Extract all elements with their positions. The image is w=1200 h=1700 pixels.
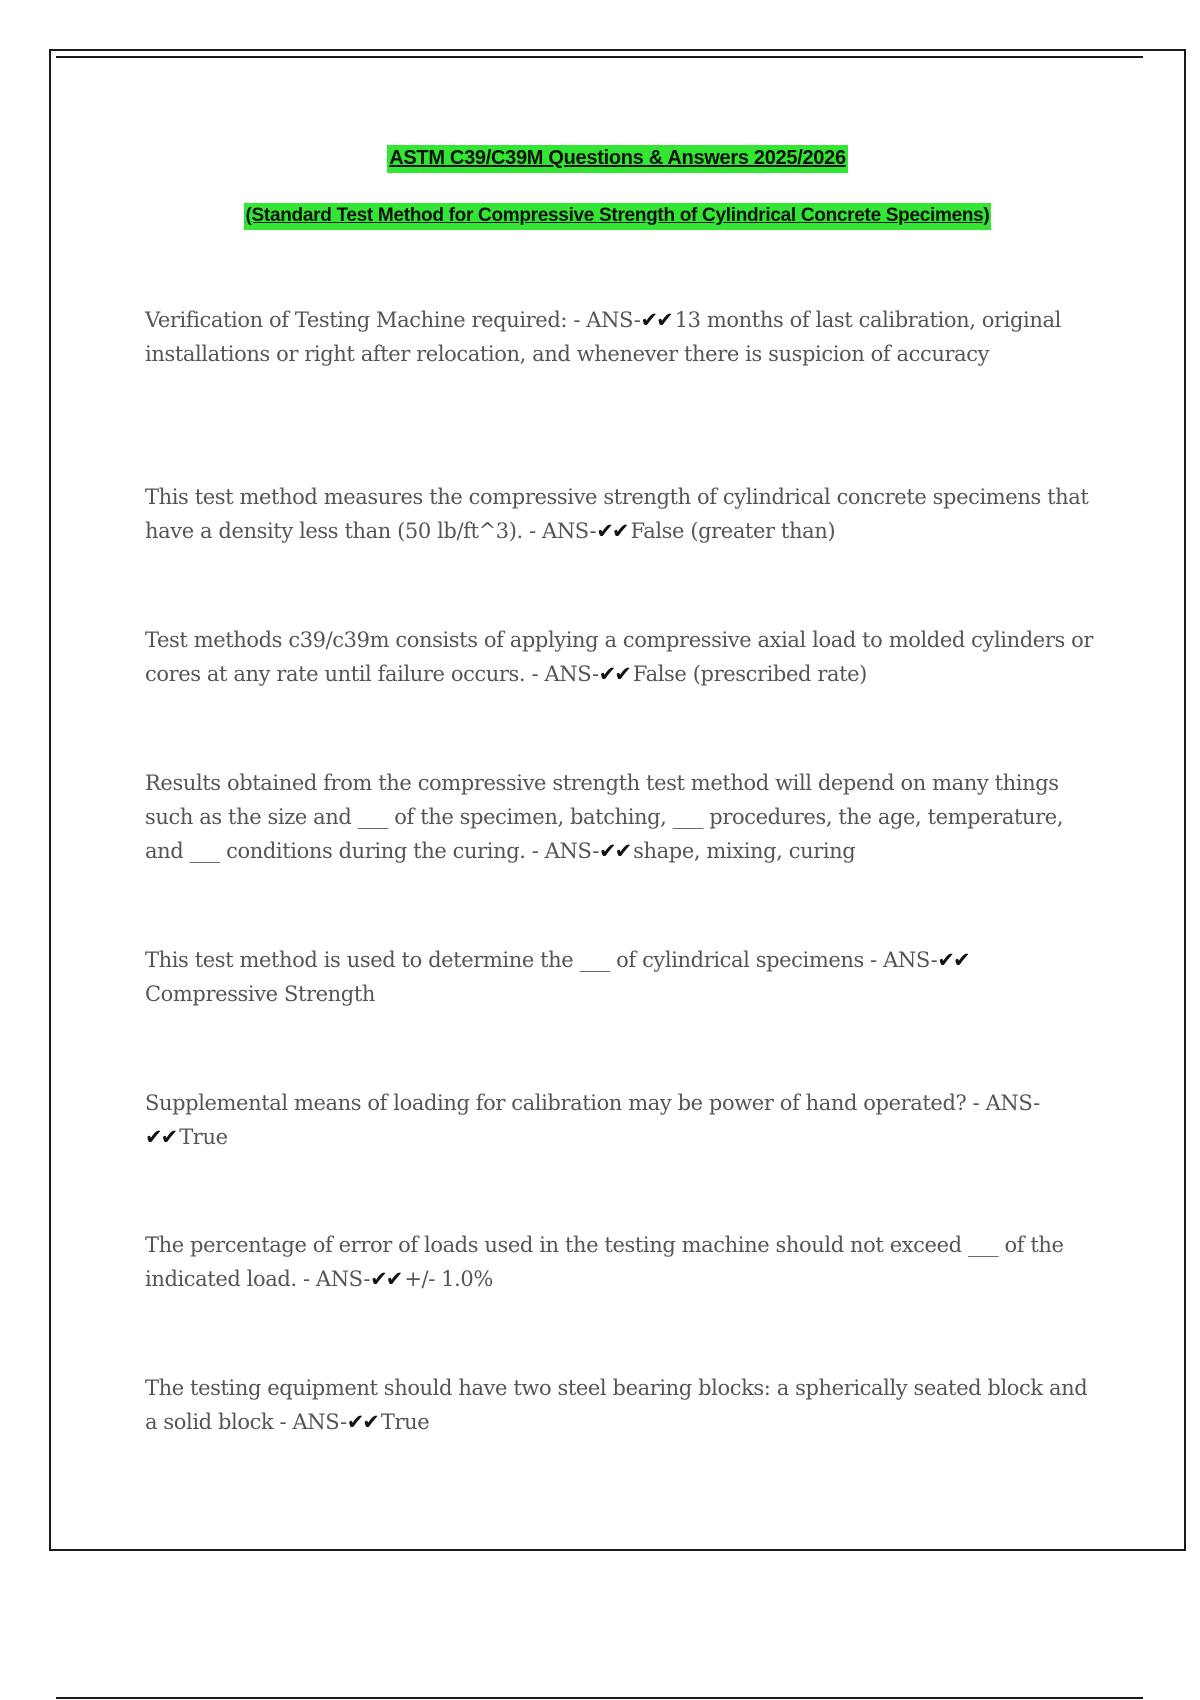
answer-text: 13 months of last calibration, original installations or right after relocation, and whenever there is suspicion of accuracy [145,308,1061,366]
document-title: ASTM C39/C39M Questions & Answers 2025/2026 [387,145,848,173]
question-text: Supplemental means of loading for calibration may be power of hand operated? [145,1091,973,1115]
qa-item-7 [145,1228,1095,1296]
answer-prefix: - ANS- [302,1267,371,1291]
checkmark-icon: ✔✔ [598,662,630,686]
answer-prefix: - ANS- [972,1091,1040,1115]
answer-prefix: - ANS- [531,662,599,686]
answer-text: +/- 1.0% [404,1267,493,1291]
answer-text: shape, mixing, curing [633,839,856,863]
checkmark-icon: ✔✔ [145,1125,177,1149]
qa-item-1 [145,303,1095,371]
checkmark-icon: ✔✔ [937,948,969,972]
qa-item-6 [145,1086,1095,1154]
question-text: Results obtained from the compressive strength test method will depend on many things such as the size and ___ of the specimen, batching, ___ procedures, the age, temperature, and ___ conditions during the curing. [145,771,1064,863]
question-text: Verification of Testing Machine required: [145,308,574,332]
question-text: This test method is used to determine the ___ of cylindrical specimens [145,948,871,972]
answer-text: False (greater than) [630,519,836,543]
question-text: The testing equipment should have two steel bearing blocks: a spherically seated block and a solid block [145,1376,1088,1434]
question-text: The percentage of error of loads used in the testing machine should not exceed ___ of the indicated load. [145,1233,1064,1291]
answer-prefix: - ANS- [573,308,641,332]
checkmark-icon: ✔✔ [596,519,628,543]
qa-item-4 [145,766,1095,868]
checkmark-icon: ✔✔ [370,1267,402,1291]
qa-item-8 [145,1371,1095,1439]
bottom-divider [56,1697,1143,1699]
answer-prefix: - ANS- [279,1410,347,1434]
top-divider [56,56,1143,58]
answer-prefix: - ANS- [531,839,599,863]
checkmark-icon: ✔✔ [346,1410,378,1434]
answer-prefix: - ANS- [529,519,597,543]
answer-prefix: - ANS- [870,948,938,972]
question-text: This test method measures the compressive strength of cylindrical concrete specimens that have a density less than (50 lb/ft^3). [145,485,1089,543]
checkmark-icon: ✔✔ [598,839,631,863]
checkmark-icon: ✔✔ [640,308,672,332]
qa-item-3 [145,623,1095,691]
document-subtitle: (Standard Test Method for Compressive Strength of Cylindrical Concrete Specimens) [244,203,992,230]
answer-text: True [179,1125,228,1149]
answer-text: True [380,1410,430,1434]
qa-item-5 [145,943,1095,1011]
title-block [0,145,1200,230]
answer-text: Compressive Strength [145,982,375,1006]
answer-text: False (prescribed rate) [632,662,867,686]
qa-item-2 [145,480,1095,548]
question-text: Test methods c39/c39m consists of applying a compressive axial load to molded cylinders or cores at any rate until failure occurs. [145,628,1093,686]
